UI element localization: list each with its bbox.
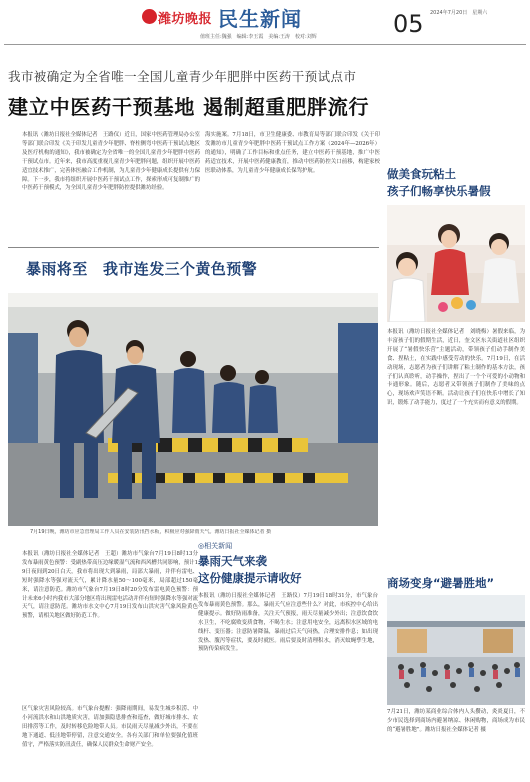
masthead-rule — [4, 44, 526, 45]
lead-headline: 建立中医药干预基地 遏制超重肥胖流行 — [8, 95, 370, 119]
section-title: 民生新闻 — [218, 7, 302, 31]
clay-photo-image — [387, 205, 525, 322]
clay-body: 本报讯（潍坊日报社全媒体记者 刘晓梅）暑假来临，为丰富孩子们的假期生活，近日，奎文区东关街道社区组织开展了“暑假快乐营”主题活动，带领孩子们动手制作美食、捏粘土，在实践中感受劳动的快乐。7月19日，在活动现场，志愿者为孩子们讲解了粘土制作的基本方法，孩子们认真聆听，动手操作，捏出了一个个可爱的小动物和卡通形象。随后，志愿者又带领孩子们制作了美味的点心，现场欢声笑语不断。活动让孩子们在快乐中增长了知识，锻炼了动手能力，度过了一个充实而有意义的假期。 — [387, 329, 525, 407]
page-date: 2024年7月20日 星期六 — [430, 10, 488, 16]
storm-column-1: 本报讯（潍坊日报社全媒体记者 王超）潍坊市气象台7月19日8时13分发布暴雨黄色预警：受副热带高压边缘暖湿气流和西风槽共同影响，预计19日夜间到20日白天，我市将出现大到暴雨，局部大暴雨，并伴有雷电、短时强降水等强对流天气，累计降水量50～100毫米，局部超过150毫米，请注意防范。潍坊市气象台7月19日8时20分发布雷电黄色预警：预计未来6小时内我市大部分地区将出现雷电活动并伴有短时强降水等强对流天气，请注意防范。潍坊市水文中心7月19日发布山洪灾害气象风险黄色预警，请相关地区做好防范工作。 — [22, 551, 198, 620]
health-headline-2: 这份健康提示请收好 — [198, 571, 302, 585]
mall-photo-image — [387, 595, 525, 705]
storm-photo — [8, 293, 378, 526]
storm-headline: 暴雨将至 我市连发三个黄色预警 — [26, 260, 258, 278]
lead-column-1: 本报讯（潍坊日报社全媒体记者 王路仪）近日，国家中医药管理局办公室等部门联合印发《关于印发儿童青少年肥胖、脊柱侧弯中医药干预试点地区及医疗机构的通知》，我市被确定为全省唯一的全国儿童青少年肥胖中医药干预试点市。近年来，我市高度重视儿童青少年肥胖问题，组织开展中医药适宜技术推广，完善体医融合工作机制，为儿童青少年健康成长提供有力保障。下一步，我市将组织开展中医药干预试点工作，探索形成可复制推广的中医药干预模式，为全国儿童青少年肥胖防控提供潍坊经验。 — [22, 132, 200, 192]
mall-headline: 商场变身“避暑胜地” — [387, 576, 495, 590]
lead-kicker: 我市被确定为全省唯一全国儿童青少年肥胖中医药干预试点市 — [8, 69, 357, 84]
mall-body: 7月21日，潍坊某商业综合体内人头攒动，炎炎夏日，不少市民选择到商场内避暑纳凉、休闲购物，商场成为市民的“避暑胜地”。潍坊日报社全媒体记者 摄 — [387, 709, 525, 733]
health-headline-1: 暴雨天气来袭 — [198, 554, 267, 568]
newspaper-logo-text: 潍坊晚报 — [158, 12, 213, 27]
masthead — [0, 0, 530, 48]
health-kicker: ◎相关新闻 — [198, 542, 233, 550]
mall-photo — [387, 595, 525, 705]
storm-column-2: 区气象灾害风险较高。市气象台提醒：强降雨期间，易发生城乡积涝、中小河流洪水和山洪地质灾害，请加强隐患排查和巡查，做好城市排水、农田排涝等工作，及时转移危险地带人员。市民雨天尽量减少外出，不要在地下通道、低洼地带停留，注意交通安全。各有关部门和单位要强化值班值守，严格落实防汛责任，确保人民群众生命财产安全。 — [22, 706, 198, 748]
newspaper-logo-icon — [142, 9, 157, 24]
health-body: 本报讯（潍坊日报社全媒体记者 王路仪）7月19日18时31分，市气象台发布暴雨黄色预警。那么，暴雨天气应注意些什么？对此，市疾控中心给出健康提示。做好防雨准备，关注天气预报，雨天尽量减少外出；注意饮食饮水卫生，不吃腐败变质食物，不喝生水；注意用电安全，远离积水区域的电线杆、变压器；注意防暑降温，暴雨过后天气闷热，合理安排作息；如出现发热、腹泻等症状，要及时就医。雨后要及时清理积水，消灭蚊蝇孳生地，预防传染病发生。 — [198, 593, 378, 653]
page-number: 05 — [393, 10, 424, 38]
storm-photo-caption: 7月19日晚，潍坊市应急管理局工作人员在安装防汛挡水板，积极应对强降雨天气。潍坊日报社全媒体记者 摄 — [30, 529, 272, 535]
storm-top-rule — [8, 247, 379, 248]
storm-photo-image — [8, 293, 378, 526]
clay-headline-1: 做美食玩粘土 — [387, 167, 456, 181]
clay-photo — [387, 205, 525, 322]
staff-credits: 值班主任:魏强 编辑:李玉霞 美编:王涛 校对:刘辉 — [200, 34, 317, 40]
clay-headline-2: 孩子们畅享快乐暑假 — [387, 184, 491, 198]
lead-column-2: 海实施案。7月18日，市卫生健康委、市教育局等部门联合印发《关于印发潍坊市儿童青少年肥胖中医药干预试点工作方案（2024年—2026年）的通知》，明确了工作目标和重点任务，建立中医药干预基地，推广中医药适宜技术，开展中医药健康教育，推动中医药防控关口前移，构建家校医联动体系，为儿童青少年健康成长保驾护航。 — [205, 132, 380, 174]
